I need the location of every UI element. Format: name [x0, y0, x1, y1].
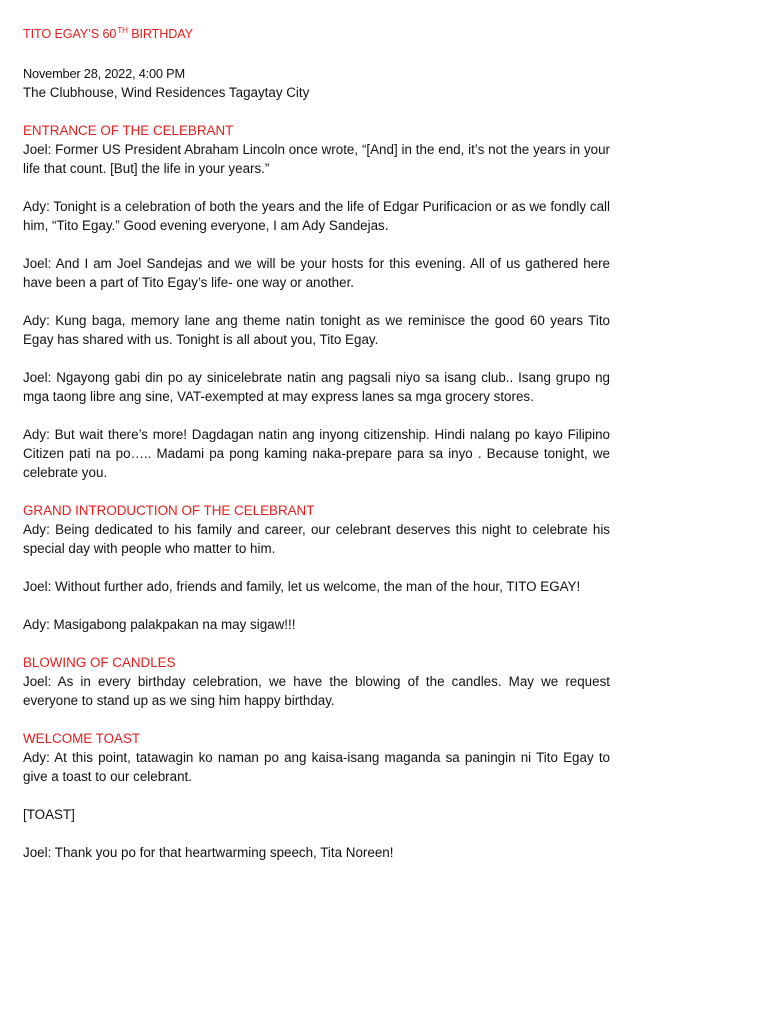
script-line: Joel: Ngayong gabi din po ay sinicelebrate natin ang pagsali niyo sa isang club.. Isang grupo ng mga taong libre ang sine, VAT-exempted at may express lanes sa mga grocery stores.	[23, 370, 610, 404]
section-heading: WELCOME TOAST	[23, 731, 141, 746]
section-heading: BLOWING OF CANDLES	[23, 655, 176, 670]
script-line: [TOAST]	[23, 807, 75, 822]
script-line: Joel: Without further ado, friends and family, let us welcome, the man of the hour, TITO EGAY!	[23, 579, 581, 594]
section-blowing-of-candles	[23, 653, 610, 710]
script-line: Ady: Kung baga, memory lane ang theme natin tonight as we reminisce the good 60 years Tito Egay has shared with us. Tonight is all about you, Tito Egay.	[23, 313, 610, 347]
script-line: Ady: Being dedicated to his family and career, our celebrant deserves this night to celebrate his special day with people who matter to him.	[23, 522, 610, 556]
event-date: November 28, 2022, 4:00 PM	[23, 66, 185, 81]
document-title	[23, 26, 610, 42]
title-main: TITO EGAY’S 60	[23, 27, 117, 41]
script-line: Ady: Tonight is a celebration of both the years and the life of Edgar Purificacion or as we fondly call him, “Tito Egay.” Good evening everyone, I am Ady Sandejas.	[23, 199, 610, 233]
section-heading: ENTRANCE OF THE CELEBRANT	[23, 123, 234, 138]
script-line: Ady: At this point, tatawagin ko naman po ang kaisa-isang maganda sa paningin ni Tito Egay to give a toast to our celebrant.	[23, 750, 610, 784]
script-line: Joel: And I am Joel Sandejas and we will be your hosts for this evening. All of us gathered here have been a part of Tito Egay’s life- one way or another.	[23, 256, 610, 290]
script-line: Ady: Masigabong palakpakan na may sigaw!!!	[23, 617, 296, 632]
script-line: Joel: Former US President Abraham Lincoln once wrote, “[And] in the end, it’s not the years in your life that count. [But] the life in your years.”	[23, 142, 610, 176]
title-ordinal-suffix: TH	[117, 25, 128, 35]
script-line: Joel: As in every birthday celebration, we have the blowing of the candles. May we request everyone to stand up as we sing him happy birthday.	[23, 674, 610, 708]
script-line: Ady: But wait there’s more! Dagdagan natin ang inyong citizenship. Hindi nalang po kayo Filipino Citizen pati na po….. Madami pa pong kaming naka-prepare para sa inyo . Because tonight, we celebrate you.	[23, 427, 610, 480]
section-welcome-toast	[23, 729, 610, 862]
section-entrance	[23, 121, 610, 482]
event-venue: The Clubhouse, Wind Residences Tagaytay City	[23, 85, 310, 100]
script-line: Joel: Thank you po for that heartwarming speech, Tita Noreen!	[23, 845, 394, 860]
section-grand-introduction	[23, 501, 610, 634]
section-heading: GRAND INTRODUCTION OF THE CELEBRANT	[23, 503, 315, 518]
title-tail: BIRTHDAY	[127, 27, 193, 41]
